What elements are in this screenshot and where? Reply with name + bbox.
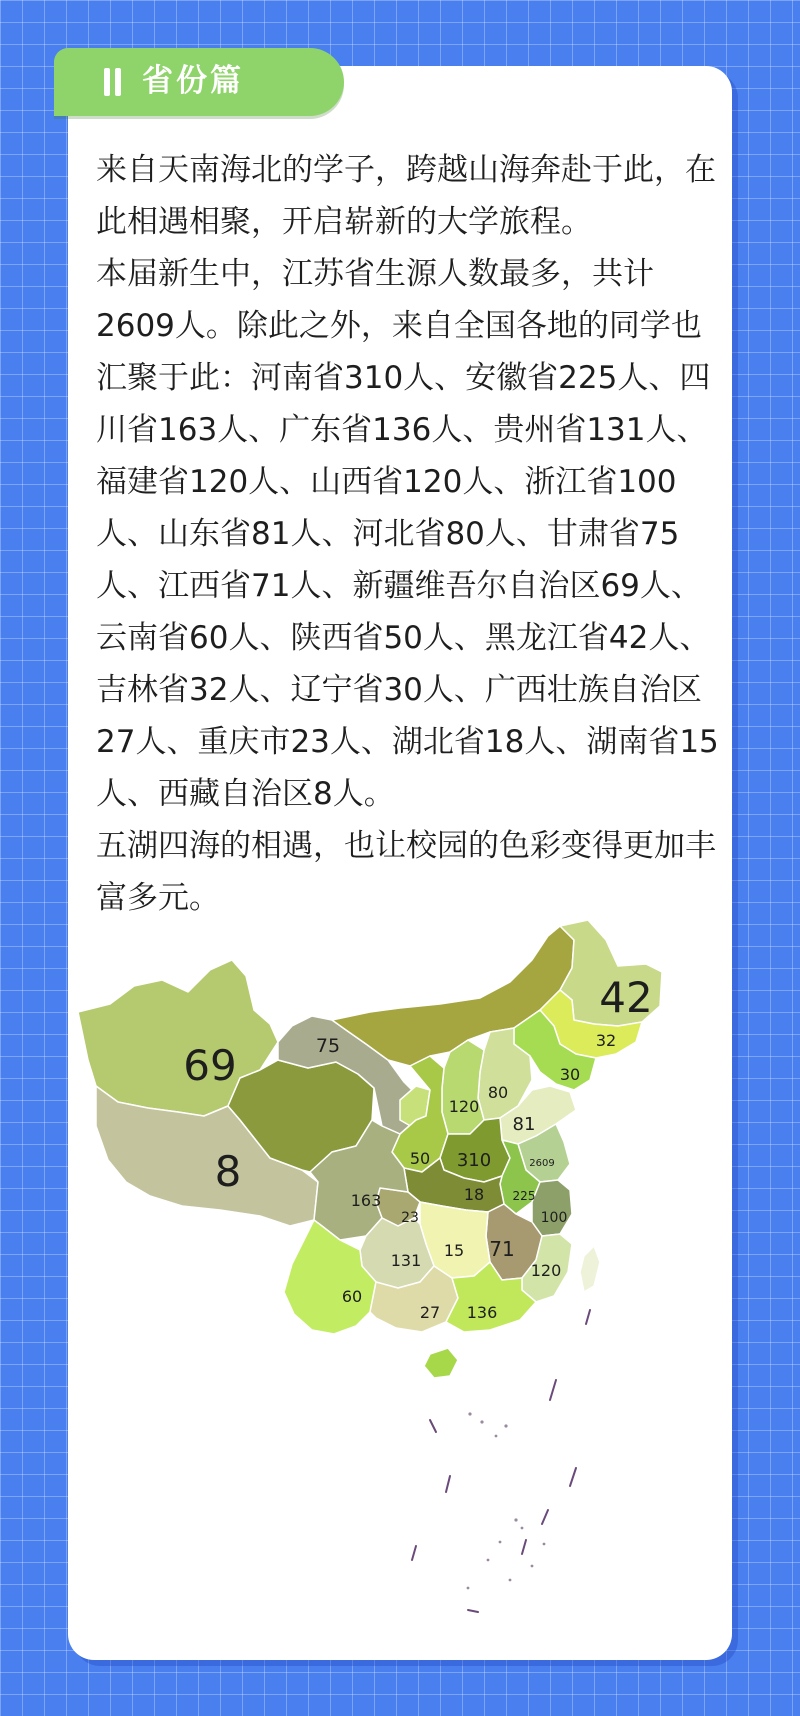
paragraph-intro: 来自天南海北的学子，跨越山海奔赴于此，在此相遇相聚，开启崭新的大学旅程。 — [96, 152, 716, 240]
label-jiangsu: 2609 — [529, 1158, 555, 1169]
label-liaoning: 30 — [559, 1065, 581, 1084]
china-map — [70, 920, 730, 1630]
label-hunan: 15 — [443, 1241, 465, 1260]
label-hebei: 80 — [487, 1083, 509, 1102]
paragraph-stats: 本届新生中，江苏省生源人数最多，共计2609人。除此之外，来自全国各地的同学也汇聚于此：河南省310人、安徽省225人、四川省163人、广东省136人、贵州省131人、福建省120人、山西省120人、浙江省100人、山东省81人、河北省80人、甘肃省75人、江西省71人、新疆维吾尔自治区69人、云南省60人、陕西省50人、黑龙江省42人、吉林省32人、辽宁省30人、广西壮族自治区27人、重庆市23人、湖北省18人、湖南省15人、西藏自治区8人。 — [96, 256, 719, 812]
region-zhejiang — [532, 1180, 572, 1236]
label-shanxi: 120 — [448, 1097, 480, 1116]
body-text — [96, 144, 726, 924]
label-guizhou: 131 — [390, 1251, 422, 1270]
label-zhejiang: 100 — [540, 1210, 568, 1226]
region-hainan — [424, 1348, 458, 1378]
tab-bars-icon — [104, 68, 126, 96]
label-guangxi: 27 — [419, 1303, 441, 1322]
label-heilongjiang: 42 — [599, 973, 653, 1022]
label-henan: 310 — [456, 1150, 492, 1171]
label-hubei: 18 — [463, 1185, 485, 1204]
label-guangdong: 136 — [466, 1303, 498, 1322]
label-yunnan: 60 — [341, 1287, 363, 1306]
label-tibet: 8 — [214, 1147, 242, 1196]
map-svg — [70, 920, 730, 1630]
label-gansu: 75 — [315, 1035, 341, 1057]
label-jiangxi: 71 — [489, 1237, 515, 1261]
label-shandong: 81 — [512, 1114, 536, 1135]
label-xinjiang: 69 — [183, 1041, 237, 1090]
section-tab — [54, 48, 344, 116]
label-shaanxi: 50 — [409, 1149, 431, 1168]
label-fujian: 120 — [530, 1261, 562, 1280]
section-title: 省份篇 — [142, 63, 244, 99]
label-anhui: 225 — [512, 1189, 536, 1203]
label-jilin: 32 — [595, 1031, 617, 1050]
region-taiwan — [580, 1246, 600, 1292]
label-sichuan: 163 — [350, 1191, 382, 1210]
paragraph-closing: 五湖四海的相遇，也让校园的色彩变得更加丰富多元。 — [96, 828, 716, 916]
label-chongqing: 23 — [401, 1210, 419, 1226]
region-shanxi — [442, 1040, 484, 1134]
island-dots — [467, 1412, 546, 1589]
